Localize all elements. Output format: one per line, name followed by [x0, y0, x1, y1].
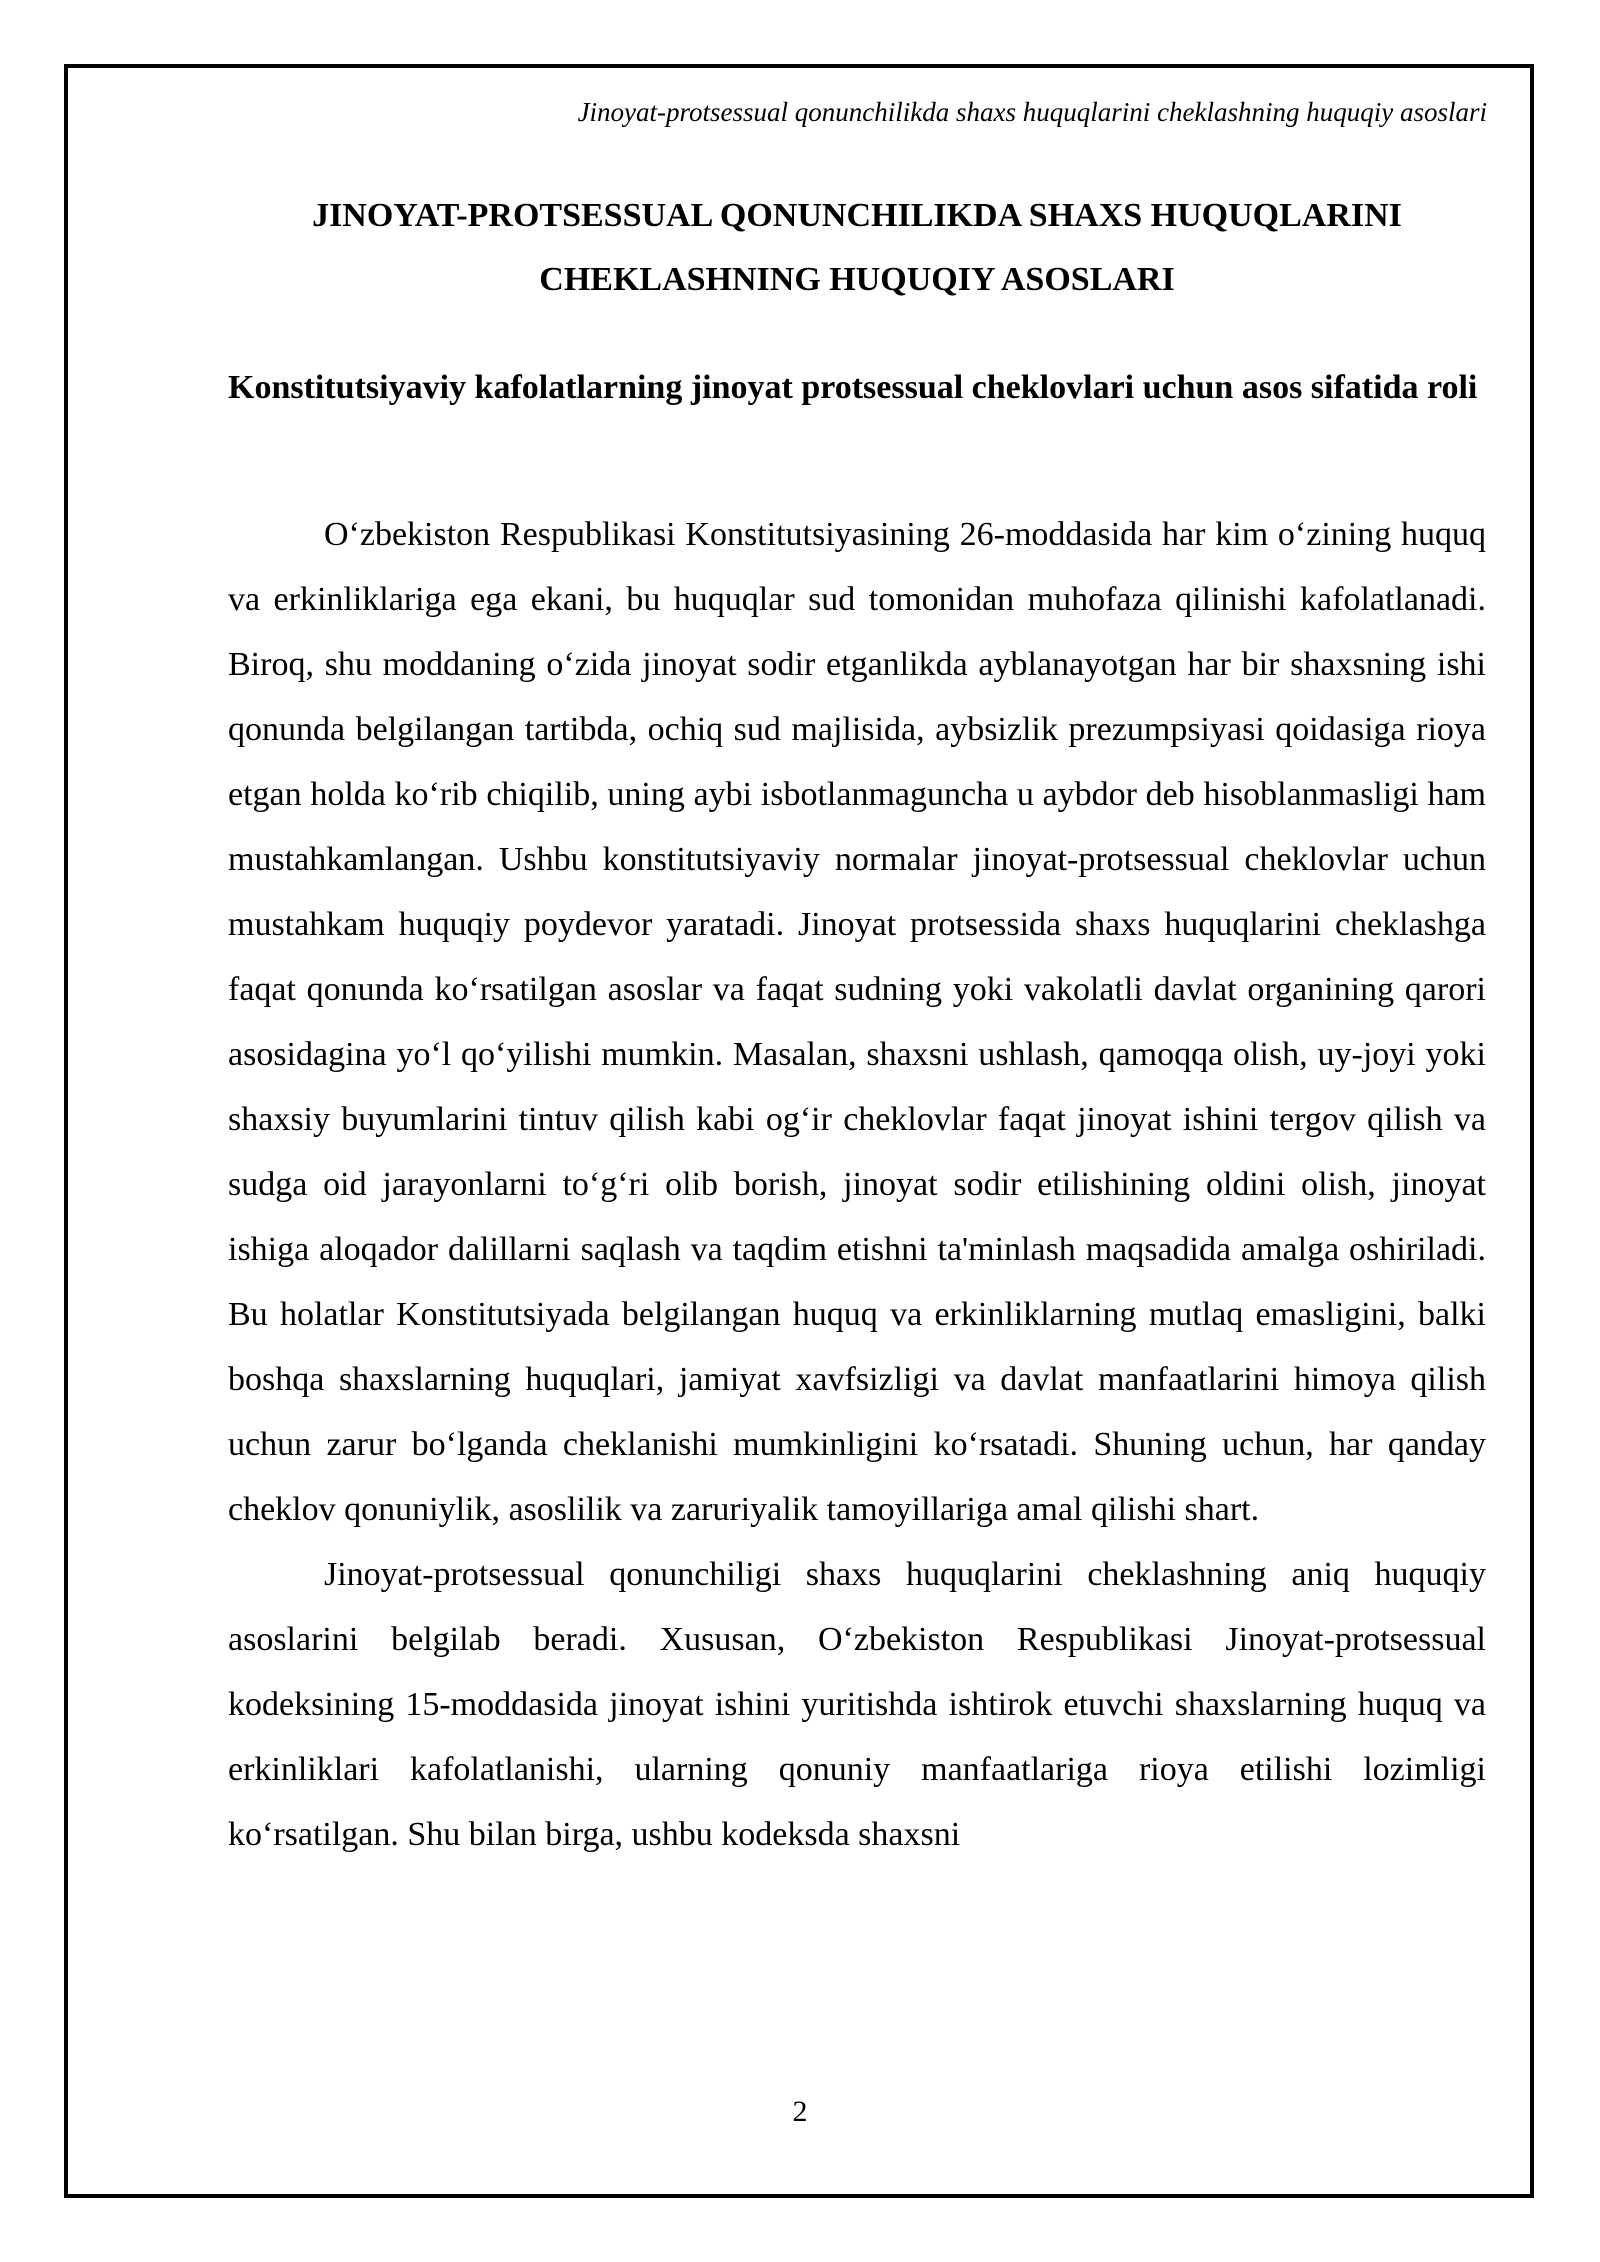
page-number: 2 — [792, 2095, 808, 2128]
running-header: Jinoyat-protsessual qonunchilikda shaxs huquqlarini cheklashning huquqiy asoslari — [577, 97, 1487, 127]
document-title: JINOYAT-PROTSESSUAL QONUNCHILIKDA SHAXS HUQUQLARINI CHEKLASHNING HUQUQIY ASOSLARI — [312, 197, 1402, 298]
body-paragraph-1: O‘zbekiston Respublikasi Konstitutsiyasining 26-moddasida har kim o‘zining huquq va erkinliklariga ega ekani, bu huquqlar sud tomonidan muhofaza qilinishi kafolatlanadi. Biroq, shu moddaning o‘zida jinoyat sodir etganlikda ayblanayotgan har bir shaxsning ishi qonunda belgilangan tartibda, ochiq sud majlisida, aybsizlik prezumpsiyasi qoidasiga rioya etgan holda ko‘rib chiqilib, uning aybi isbotlanmaguncha u aybdor deb hisoblanmasligi ham mustahkamlangan. Ushbu konstitutsiyaviy normalar jinoyat-protsessual cheklovlar uchun mustahkam huquqiy poydevor yaratadi. Jinoyat protsessida shaxs huquqlarini cheklashga faqat qonunda ko‘rsatilgan asoslar va faqat sudning yoki vakolatli davlat organining qarori asosidagina yo‘l qo‘yilishi mumkin. Masalan, shaxsni ushlash, qamoqqa olish, uy-joyi yoki shaxsiy buyumlarini tintuv qilish kabi og‘ir cheklovlar faqat jinoyat ishini tergov qilish va sudga oid jarayonlarni to‘g‘ri olib borish, jinoyat sodir etilishining oldini olish, jinoyat ishiga aloqador dalillarni saqlash va taqdim etishni ta'minlash maqsadida amalga oshiriladi. Bu holatlar Konstitutsiyada belgilangan huquq va erkinliklarning mutlaq emasligini, balki boshqa shaxslarning huquqlari, jamiyat xavfsizligi va davlat manfaatlarini himoya qilish uchun zarur bo‘lganda cheklanishi mumkinligini ko‘rsatadi. Shuning uchun, har qanday cheklov qonuniylik, asoslilik va zaruriyalik tamoyillariga amal qilishi shart. — [228, 516, 1486, 1528]
body-paragraph-2: Jinoyat-protsessual qonunchiligi shaxs huquqlarini cheklashning aniq huquqiy asoslarini belgilab beradi. Xususan, O‘zbekiston Respublikasi Jinoyat-protsessual kodeksining 15-moddasida jinoyat ishini yuritishda ishtirok etuvchi shaxslarning huquq va erkinliklari kafolatlanishi, ularning qonuniy manfaatlariga rioya etilishi lozimligi ko‘rsatilgan. Shu bilan birga, ushbu kodeksda shaxsni — [228, 1556, 1486, 1853]
body-text — [228, 502, 1486, 1867]
section-heading: Konstitutsiyaviy kafolatlarning jinoyat protsessual cheklovlari uchun asos sifatida roli — [228, 369, 1478, 406]
